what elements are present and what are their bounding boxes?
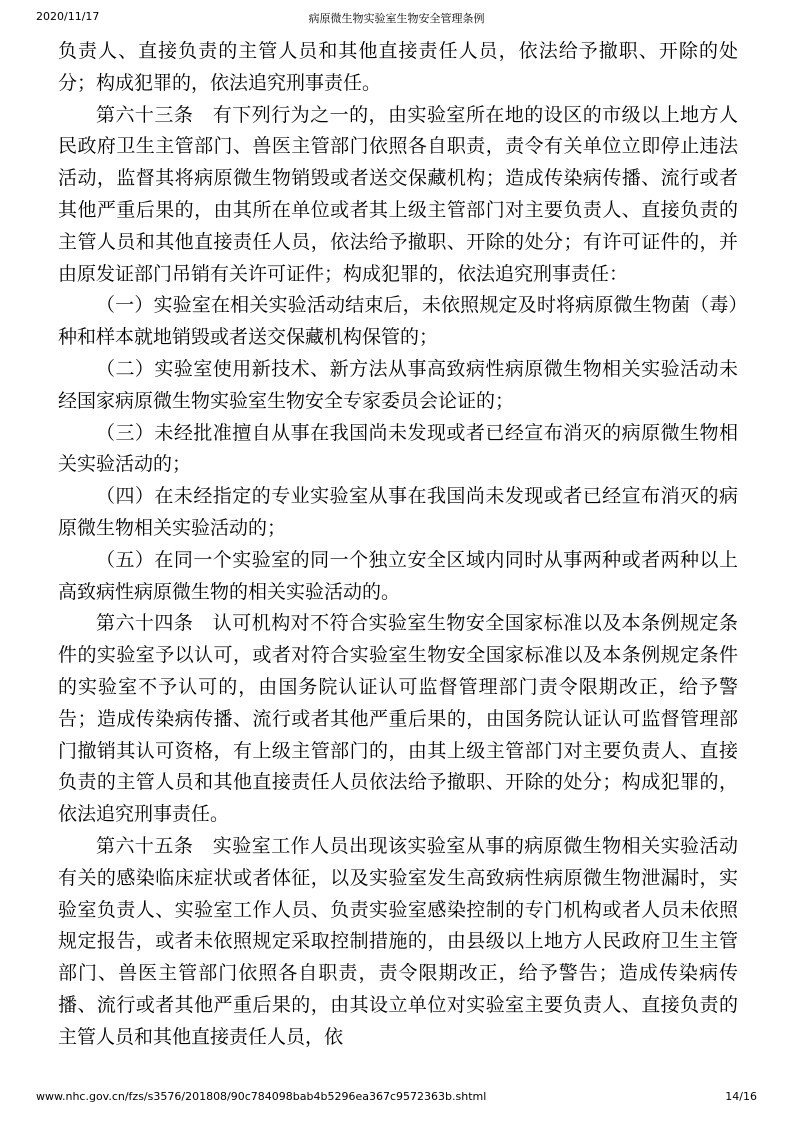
article-63: 第六十三条 有下列行为之一的，由实验室所在地的设区的市级以上地方人民政府卫生主管部门、兽医主管部门依照各自职责，责令有关单位立即停止违法活动，监督其将病原微生物销毁或者送交保藏机构；造成传染病传播、流行或者其他严重后果的，由其所在单位或者其上级主管部门对主要负责人、直接负责的主管人员和其他直接责任人员，依法给予撤职、开除的处分；有许可证件的，并由原发证部门吊销有关许可证件；构成犯罪的，依法追究刑事责任： (58, 103, 738, 285)
article-63-item-2: （二）实验室使用新技术、新方法从事高致病性病原微生物相关实验活动未经国家病原微生物实验室生物安全专家委员会论证的； (58, 357, 738, 412)
document-title: 病原微生物实验室生物安全管理条例 (308, 12, 485, 25)
article-64: 第六十四条 认可机构对不符合实验室生物安全国家标准以及本条例规定条件的实验室予以认可，或者对符合实验室生物安全国家标准以及本条例规定条件的实验室不予认可的，由国务院认证认可监督管理部门责令限期改正，给予警告；造成传染病传播、流行或者其他严重后果的，由国务院认证认可监督管理部门撤销其认可资格，有上级主管部门的，由其上级主管部门对主要负责人、直接负责的主管人员和其他直接责任人员依法给予撤职、开除的处分；构成犯罪的，依法追究刑事责任。 (58, 612, 738, 826)
source-url-link[interactable]: www.nhc.gov.cn/fzs/s3576/201808/90c784098bab4b5296ea367c9572363b.shtml (36, 1090, 487, 1103)
page-number: 14/16 (725, 1090, 757, 1103)
article-63-item-3: （三）未经批准擅自从事在我国尚未发现或者已经宣布消灭的病原微生物相关实验活动的； (58, 421, 738, 476)
article-63-item-5: （五）在同一个实验室的同一个独立安全区域内同时从事两种或者两种以上高致病性病原微生物的相关实验活动的。 (58, 548, 738, 603)
print-date: 2020/11/17 (36, 10, 100, 23)
article-63-item-1: （一）实验室在相关实验活动结束后，未依照规定及时将病原微生物菌（毒）种和样本就地销毁或者送交保藏机构保管的； (58, 294, 738, 349)
article-63-item-4: （四）在未经指定的专业实验室从事在我国尚未发现或者已经宣布消灭的病原微生物相关实验活动的； (58, 485, 738, 539)
document-body (58, 36, 738, 1054)
article-65: 第六十五条 实验室工作人员出现该实验室从事的病原微生物相关实验活动有关的感染临床症状或者体征，以及实验室发生高致病性病原微生物泄漏时，实验室负责人、实验室工作人员、负责实验室感染控制的专门机构或者人员未依照规定报告，或者未依照规定采取控制措施的，由县级以上地方人民政府卫生主管部门、兽医主管部门依照各自职责，责令限期改正，给予警告；造成传染病传播、流行或者其他严重后果的，由其设立单位对实验室主要负责人、直接负责的主管人员和其他直接责任人员，依 (58, 834, 738, 1048)
paragraph-continuation: 负责人、直接负责的主管人员和其他直接责任人员，依法给予撤职、开除的处分；构成犯罪的，依法追究刑事责任。 (58, 40, 738, 94)
